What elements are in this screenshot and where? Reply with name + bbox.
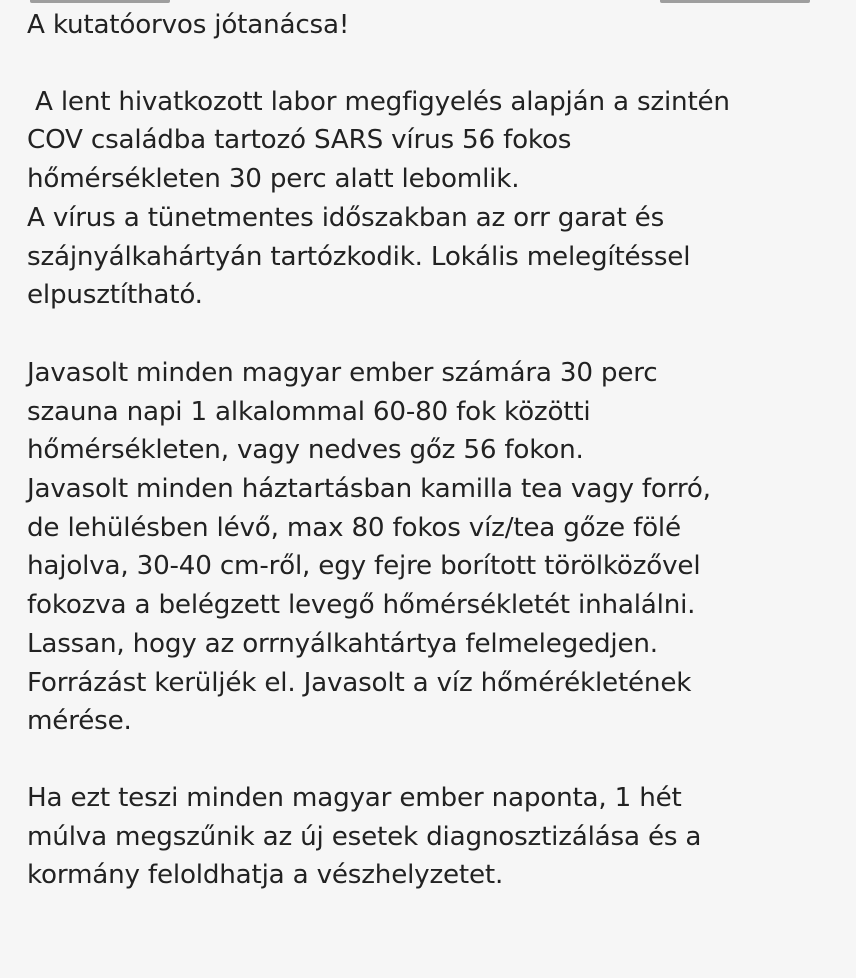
paragraph-1-line: A lent hivatkozott labor megfigyelés alapján a szintén [35,86,730,117]
paragraph-3-line: Ha ezt teszi minden magyar ember naponta, 1 hét [27,782,682,813]
post-title [27,6,837,45]
post-title-text: A kutatóorvos jótanácsa! [27,10,350,40]
paragraph-1-line: szájnyálkahártyán tartózkodik. Lokális melegítéssel [27,241,691,272]
paragraph-spacer [27,315,837,354]
paragraph-2-line: de lehülésben lévő, max 80 fokos víz/tea gőze fölé [27,512,681,543]
paragraph-2-line: Lassan, hogy az orrnyálkahtártya felmelegedjen. [27,628,658,659]
paragraph-2 [27,354,837,741]
paragraph-3-line: kormány feloldhatja a vészhelyzetet. [27,860,504,891]
paragraph-2-line: hajolva, 30-40 cm-ről, egy fejre borított törölközővel [27,551,701,582]
paragraph-2-line: szauna napi 1 alkalommal 60-80 fok közötti [27,396,591,427]
status-bar-right-glyphs [660,0,810,3]
paragraph-2-line: fokozva a belégzett levegő hőmérsékletét inhalálni. [27,590,696,621]
paragraph-1-line: A vírus a tünetmentes időszakban az orr garat és [27,202,665,233]
paragraph-3-line: múlva megszűnik az új esetek diagnosztizálása és a [27,821,702,852]
paragraph-spacer [27,741,837,779]
paragraph-2-line: Javasolt minden háztartásban kamilla tea vagy forró, [27,474,711,505]
status-bar-left-glyphs [30,0,170,3]
post-body [27,6,837,895]
paragraph-1-line: COV családba tartozó SARS vírus 56 fokos [27,125,572,156]
paragraph-spacer [27,45,837,83]
paragraph-2-line: Forrázást kerüljék el. Javasolt a víz hőmérékletének [27,667,692,698]
paragraph-1 [27,83,837,315]
paragraph-1-line: elpusztítható. [27,280,203,311]
paragraph-2-line: mérése. [27,706,132,737]
paragraph-2-line: Javasolt minden magyar ember számára 30 perc [27,357,658,388]
paragraph-3 [27,779,837,895]
paragraph-2-line: hőmérsékleten, vagy nedves gőz 56 fokon. [27,435,584,466]
paragraph-1-line: hőmérsékleten 30 perc alatt lebomlik. [27,164,520,195]
